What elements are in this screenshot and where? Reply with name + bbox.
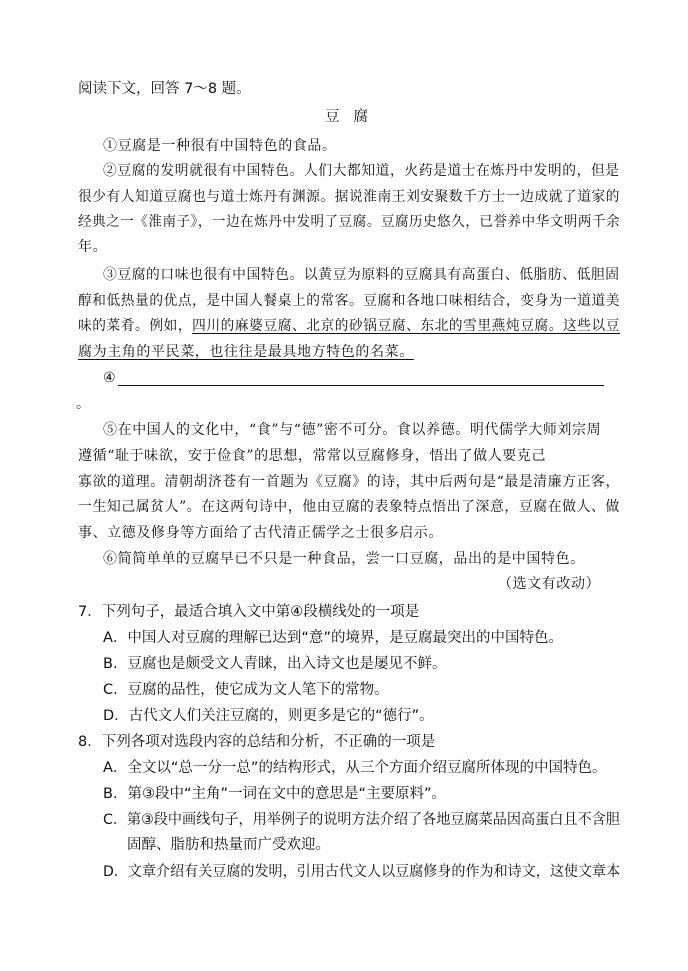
paragraph-4-end: 。 (76, 396, 91, 412)
paragraph-6: ⑥简简单单的豆腐早已不只是一种食品，尝一口豆腐，品出的是中国特色。 (103, 551, 585, 567)
question-8-option-a: A．全文以“总一分一总”的结构形式，从三个方面介绍豆腐所体现的中国特色。 (103, 760, 607, 776)
question-7-option-b: B．豆腐也是颇受文人青睐，出入诗文也是屡见不鲜。 (103, 656, 447, 672)
question-7-option-c: C．豆腐的品性，使它成为文人笔下的常物。 (103, 682, 389, 698)
paragraph-3-line-3 (78, 316, 620, 336)
paragraph-4-label: ④ (103, 370, 117, 386)
question-8-option-d: D．文章介绍有关豆腐的发明，引用古代文人以豆腐修身的作为和诗文，这使文章本 (103, 864, 621, 880)
paragraph-1: ①豆腐是一种很有中国特色的食品。 (103, 138, 337, 154)
paragraph-5-line-3: 寡欲的道理。清朝胡济苍有一首题为《豆腐》的诗，其中后两句是“最是清廉方正客， (78, 474, 620, 490)
question-7-option-a: A．中国人对豆腐的理解已达到“意”的境界，是豆腐最突出的中国特色。 (103, 630, 563, 646)
paragraph-5-line-5: 事、立德及修身等方面给了古代清正儒学之士很多启示。 (78, 525, 443, 541)
question-7-stem: 7．下列句子，最适合填入文中第④段横线处的一项是 (78, 604, 420, 620)
paragraph-4-blank-line (103, 368, 604, 388)
underlined-sentence-part-1: 四川的麻婆豆腐、北京的砂锅豆腐、东北的雪里燕炖豆腐。这些以豆 (192, 318, 621, 334)
passage-title: 豆腐 (325, 109, 382, 125)
source-note: （选文有改动） (498, 576, 601, 592)
paragraph-5-line-2: 遵循“耻于味欲，安于俭食”的思想，常常以豆腐修身，悟出了做人要克己 (78, 448, 547, 464)
paragraph-2-line-3: 经典之一《淮南子》，一边在炼丹中发明了豆腐。豆腐历史悠久，已誉养中华文明两千余 (78, 214, 621, 230)
paragraph-3-plain-text: 味的菜肴。例如， (78, 318, 193, 334)
fill-in-blank (118, 371, 604, 386)
paragraph-3-line-4 (78, 342, 414, 362)
question-8-option-b: B．第③段中“主角”一词在文中的意思是“主要原料”。 (103, 786, 446, 802)
question-8-option-c-line-2: 固醇、脂肪和热量而广受欢迎。 (127, 837, 330, 853)
paragraph-2-line-4: 年。 (78, 239, 108, 255)
paragraph-5-line-1: ⑤在中国人的文化中，“食”与“德”密不可分。食以养德。明代儒学大师刘宗周 (103, 422, 602, 438)
question-8-option-c-line-1: C．第③段中画线句子，用举例子的说明方法介绍了各地豆腐菜品因高蛋白且不含胆 (103, 812, 620, 828)
paragraph-3-line-1: ③豆腐的口味也很有中国特色。以黄豆为原料的豆腐具有高蛋白、低脂肪、低胆固 (103, 267, 620, 283)
paragraph-2-line-1: ②豆腐的发明就很有中国特色。人们大都知道，火药是道士在炼丹中发明的，但是 (103, 163, 620, 179)
paragraph-5-line-4: 一生知己属贫人”。在这两句诗中，他由豆腐的表象特点悟出了深意，豆腐在做人、做 (78, 499, 620, 515)
question-8-stem: 8．下列各项对选段内容的总结和分析，不正确的一项是 (78, 734, 436, 750)
paragraph-2-line-2: 很少有人知道豆腐也与道士炼丹有渊源。据说淮南王刘安聚数千方士一边成就了道家的 (78, 189, 621, 205)
reading-instruction: 阅读下文，回答 7～8 题。 (78, 81, 251, 97)
paragraph-3-line-2: 醇和低热量的优点，是中国人餐桌上的常客。豆腐和各地口味相结合，变身为一道道美 (78, 293, 621, 309)
underlined-sentence-part-2: 腐为主角的平民菜，也往往是最具地方特色的名菜。 (78, 344, 414, 360)
question-7-option-d: D．古代文人们关注豆腐的，则更多是它的“德行”。 (103, 708, 434, 724)
